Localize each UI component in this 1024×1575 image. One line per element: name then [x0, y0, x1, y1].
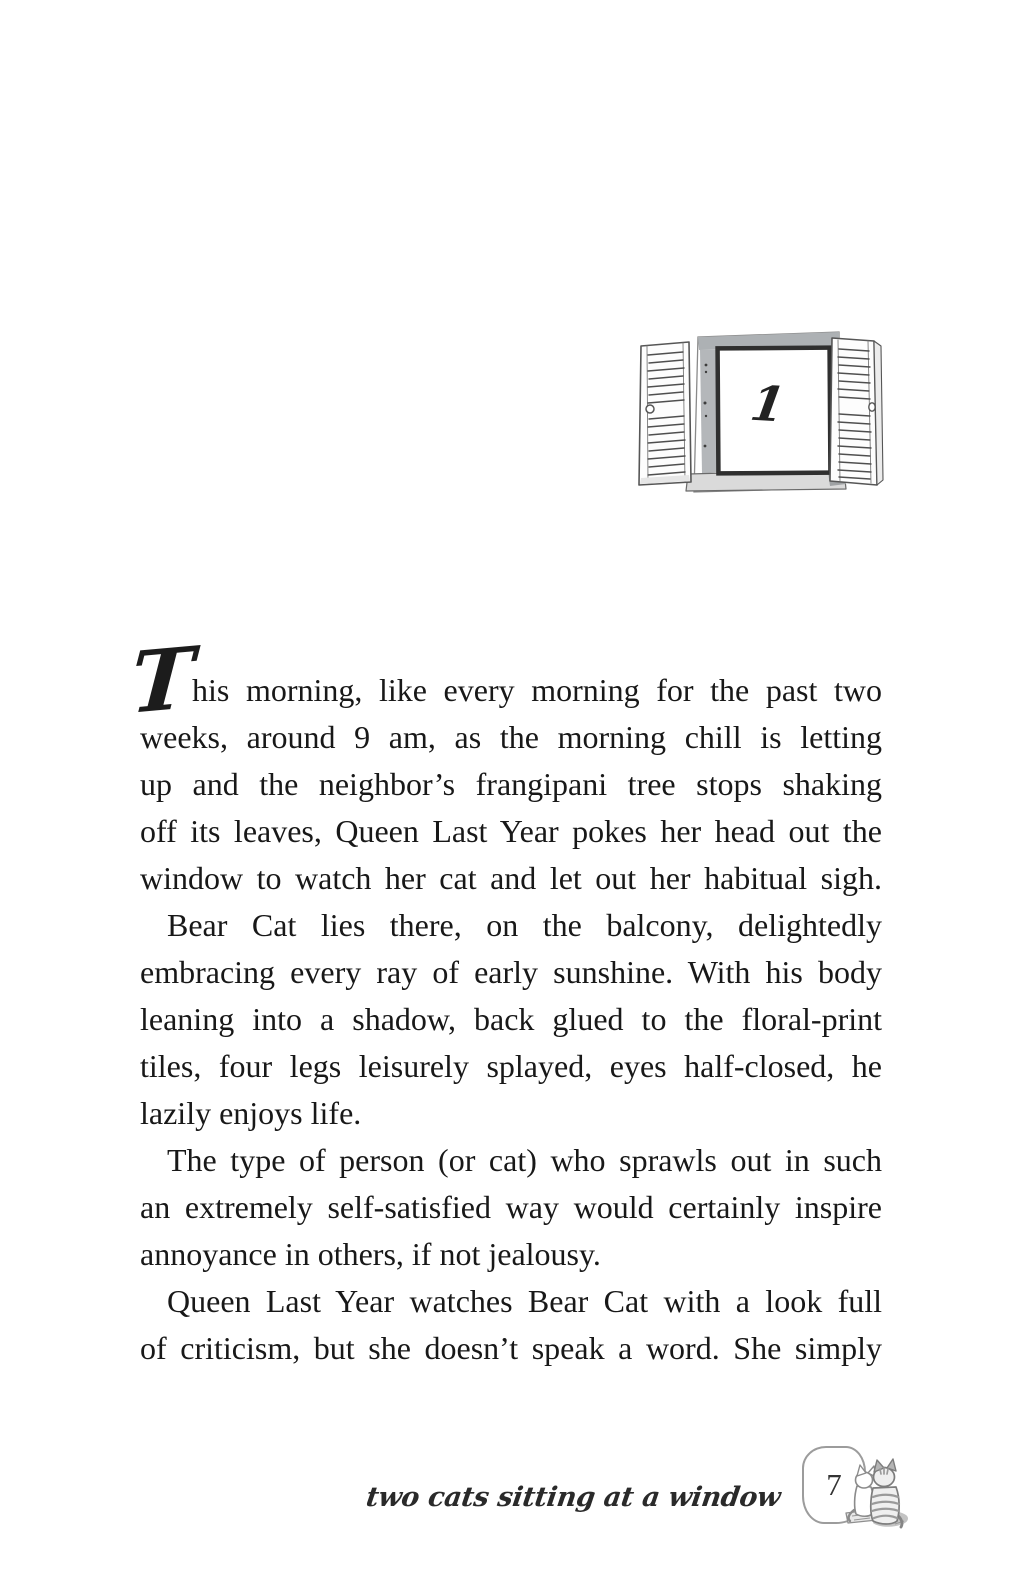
running-title: two cats sitting at a window [364, 1482, 783, 1513]
chapter-window-illustration [628, 328, 884, 494]
body-line: Bear Cat lies there, on the balcony, delightedly [167, 907, 882, 943]
left-shutter [639, 342, 691, 485]
body-line: up and the neighbor’s frangipani tree stops shaking [140, 766, 882, 802]
body-text [127, 627, 882, 1372]
body-line: tiles, four legs leisurely splayed, eyes half-closed, he [140, 1048, 882, 1084]
body-line: leaning into a shadow, back glued to the floral-print [140, 1001, 882, 1037]
paragraph [140, 902, 882, 1137]
cat-right [871, 1459, 902, 1527]
page-number: 7 [826, 1467, 842, 1502]
paragraph [140, 667, 882, 902]
body-line: off its leaves, Queen Last Year pokes her head out the [140, 813, 882, 849]
cats-illustration [840, 1452, 916, 1532]
paragraph [140, 1278, 882, 1372]
body-line: weeks, around 9 am, as the morning chill is letting [140, 719, 882, 755]
paragraph [140, 1137, 882, 1278]
body-line: of criticism, but she doesn’t speak a word. She simply [140, 1330, 882, 1366]
body-line: an extremely self-satisfied way would certainly inspire [140, 1189, 882, 1225]
body-line: annoyance in others, if not jealousy. [140, 1236, 601, 1272]
body-line: his morning, like every morning for the past two [192, 672, 882, 708]
drop-cap: T [127, 627, 197, 733]
body-line: embracing every ray of early sunshine. With his body [140, 954, 882, 990]
chapter-number: 1 [746, 375, 790, 433]
body-line: lazily enjoys life. [140, 1095, 362, 1131]
body-line: window to watch her cat and let out her habitual sigh. [140, 860, 882, 896]
body-line: Queen Last Year watches Bear Cat with a look full [167, 1283, 882, 1319]
two-cats-icon [840, 1452, 916, 1532]
body-line: The type of person (or cat) who sprawls out in such [167, 1142, 882, 1178]
